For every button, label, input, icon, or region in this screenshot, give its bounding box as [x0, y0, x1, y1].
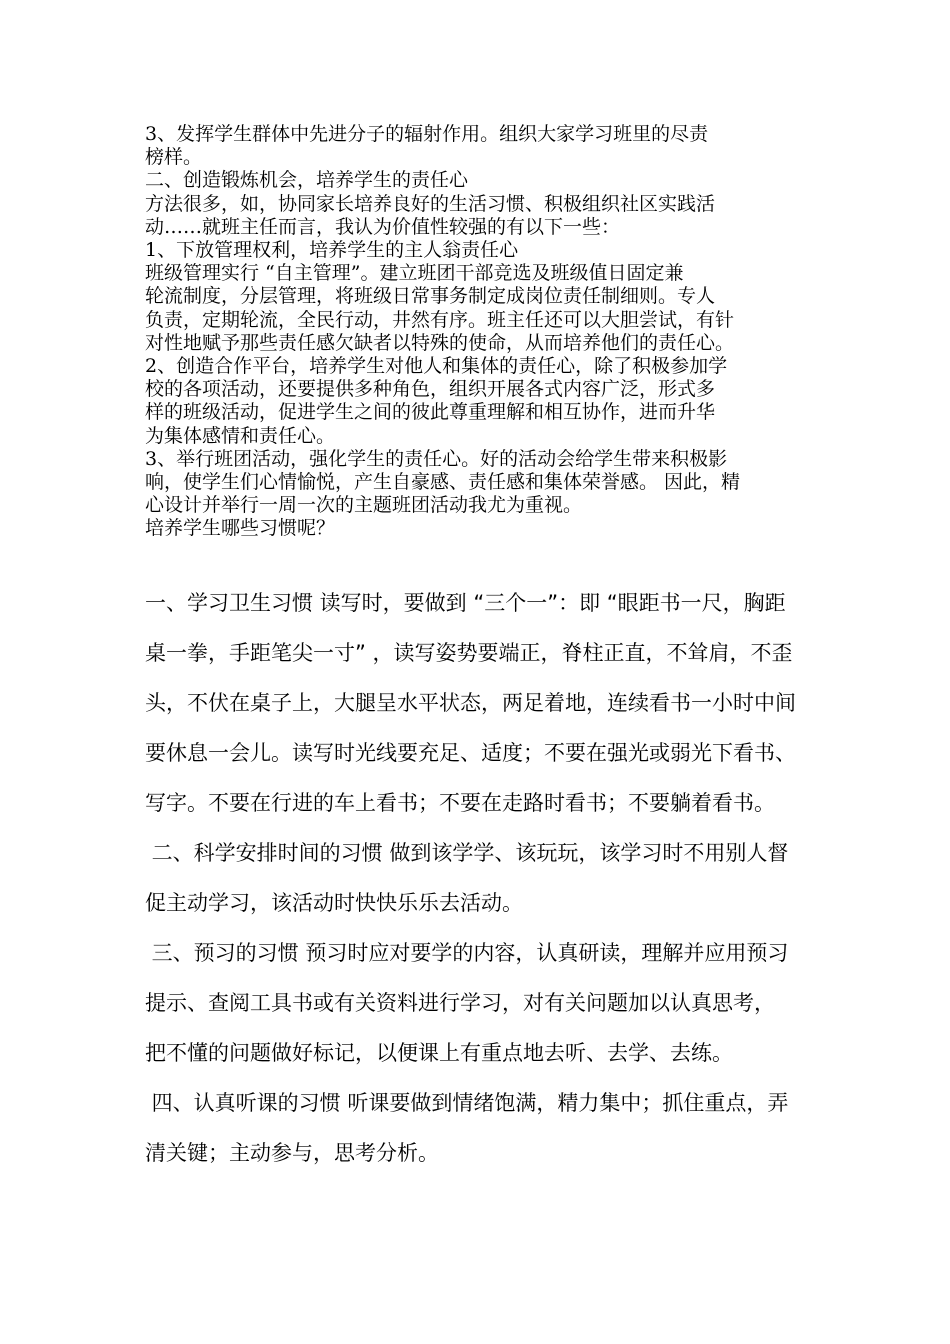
text-line: 写字。不要在行进的车上看书；不要在走路时看书；不要躺着看书。 [145, 791, 775, 815]
text-line: 榜样。 [145, 146, 203, 169]
text-line: 一、学习卫生习惯 读写时，要做到 “三个一”：即 “眼距书一尺，胸距 [145, 591, 786, 615]
text-line: 把不懂的问题做好标记，以便课上有重点地去听、去学、去练。 [145, 1041, 733, 1065]
text-line: 心设计并举行一周一次的主题班团活动我尤为重视。 [145, 494, 583, 517]
text-line: 三、预习的习惯 预习时应对要学的内容，认真研读，理解并应用预习 [145, 941, 789, 965]
text-line: 清关键；主动参与，思考分析。 [145, 1141, 439, 1165]
text-line: 响，使学生们心情愉悦，产生自豪感、责任感和集体荣誉感。 因此，精 [145, 471, 741, 494]
text-line: 头，不伏在桌子上，大腿呈水平状态，两足着地，连续看书一小时中间 [145, 691, 796, 715]
text-line: 二、科学安排时间的习惯 做到该学学、该玩玩，该学习时不用别人督 [145, 841, 789, 865]
text-line: 动……就班主任而言，我认为价值性较强的有以下一些： [145, 215, 621, 238]
sans-text-block [145, 578, 825, 1178]
serif-text-block [145, 123, 825, 541]
text-line: 负责，定期轮流，全民行动，井然有序。班主任还可以大胆尝试，有针 [145, 308, 735, 331]
text-line: 四、认真听课的习惯 听课要做到情绪饱满，精力集中；抓住重点，弄 [145, 1091, 789, 1115]
text-line: 3、举行班团活动，强化学生的责任心。好的活动会给学生带来积极影 [145, 447, 728, 470]
text-line: 要休息一会儿。读写时光线要充足、适度；不要在强光或弱光下看书、 [145, 741, 796, 765]
subheading: 1、下放管理权利，培养学生的主人翁责任心 [145, 239, 519, 262]
text-line: 桌一拳，手距笔尖一寸” ，读写姿势要端正，脊柱正直，不耸肩，不歪 [145, 641, 793, 665]
text-line: 样的班级活动，促进学生之间的彼此尊重理解和相互协作，进而升华 [145, 401, 716, 424]
section-heading: 二、创造锻炼机会，培养学生的责任心 [145, 169, 469, 192]
question-line: 培养学生哪些习惯呢？ [145, 517, 336, 540]
text-line: 促主动学习，该活动时快快乐乐去活动。 [145, 891, 523, 915]
text-line: 方法很多，如，协同家长培养良好的生活习惯、积极组织社区实践活 [145, 192, 716, 215]
text-line: 为集体感情和责任心。 [145, 424, 336, 447]
text-line: 轮流制度，分层管理，将班级日常事务制定成岗位责任制细则。专人 [145, 285, 716, 308]
text-line: 提示、查阅工具书或有关资料进行学习，对有关问题加以认真思考， [145, 991, 775, 1015]
text-line: 班级管理实行 “自主管理”。建立班团干部竞选及班级值日固定兼 [145, 262, 684, 285]
text-line: 2、创造合作平台，培养学生对他人和集体的责任心，除了积极参加学 [145, 355, 728, 378]
text-line: 3、发挥学生群体中先进分子的辐射作用。组织大家学习班里的尽责 [145, 123, 709, 145]
text-line: 校的各项活动，还要提供多种角色，组织开展各式内容广泛，形式多 [145, 378, 716, 401]
text-line: 对性地赋予那些责任感欠缺者以特殊的使命，从而培养他们的责任心。 [145, 331, 735, 354]
